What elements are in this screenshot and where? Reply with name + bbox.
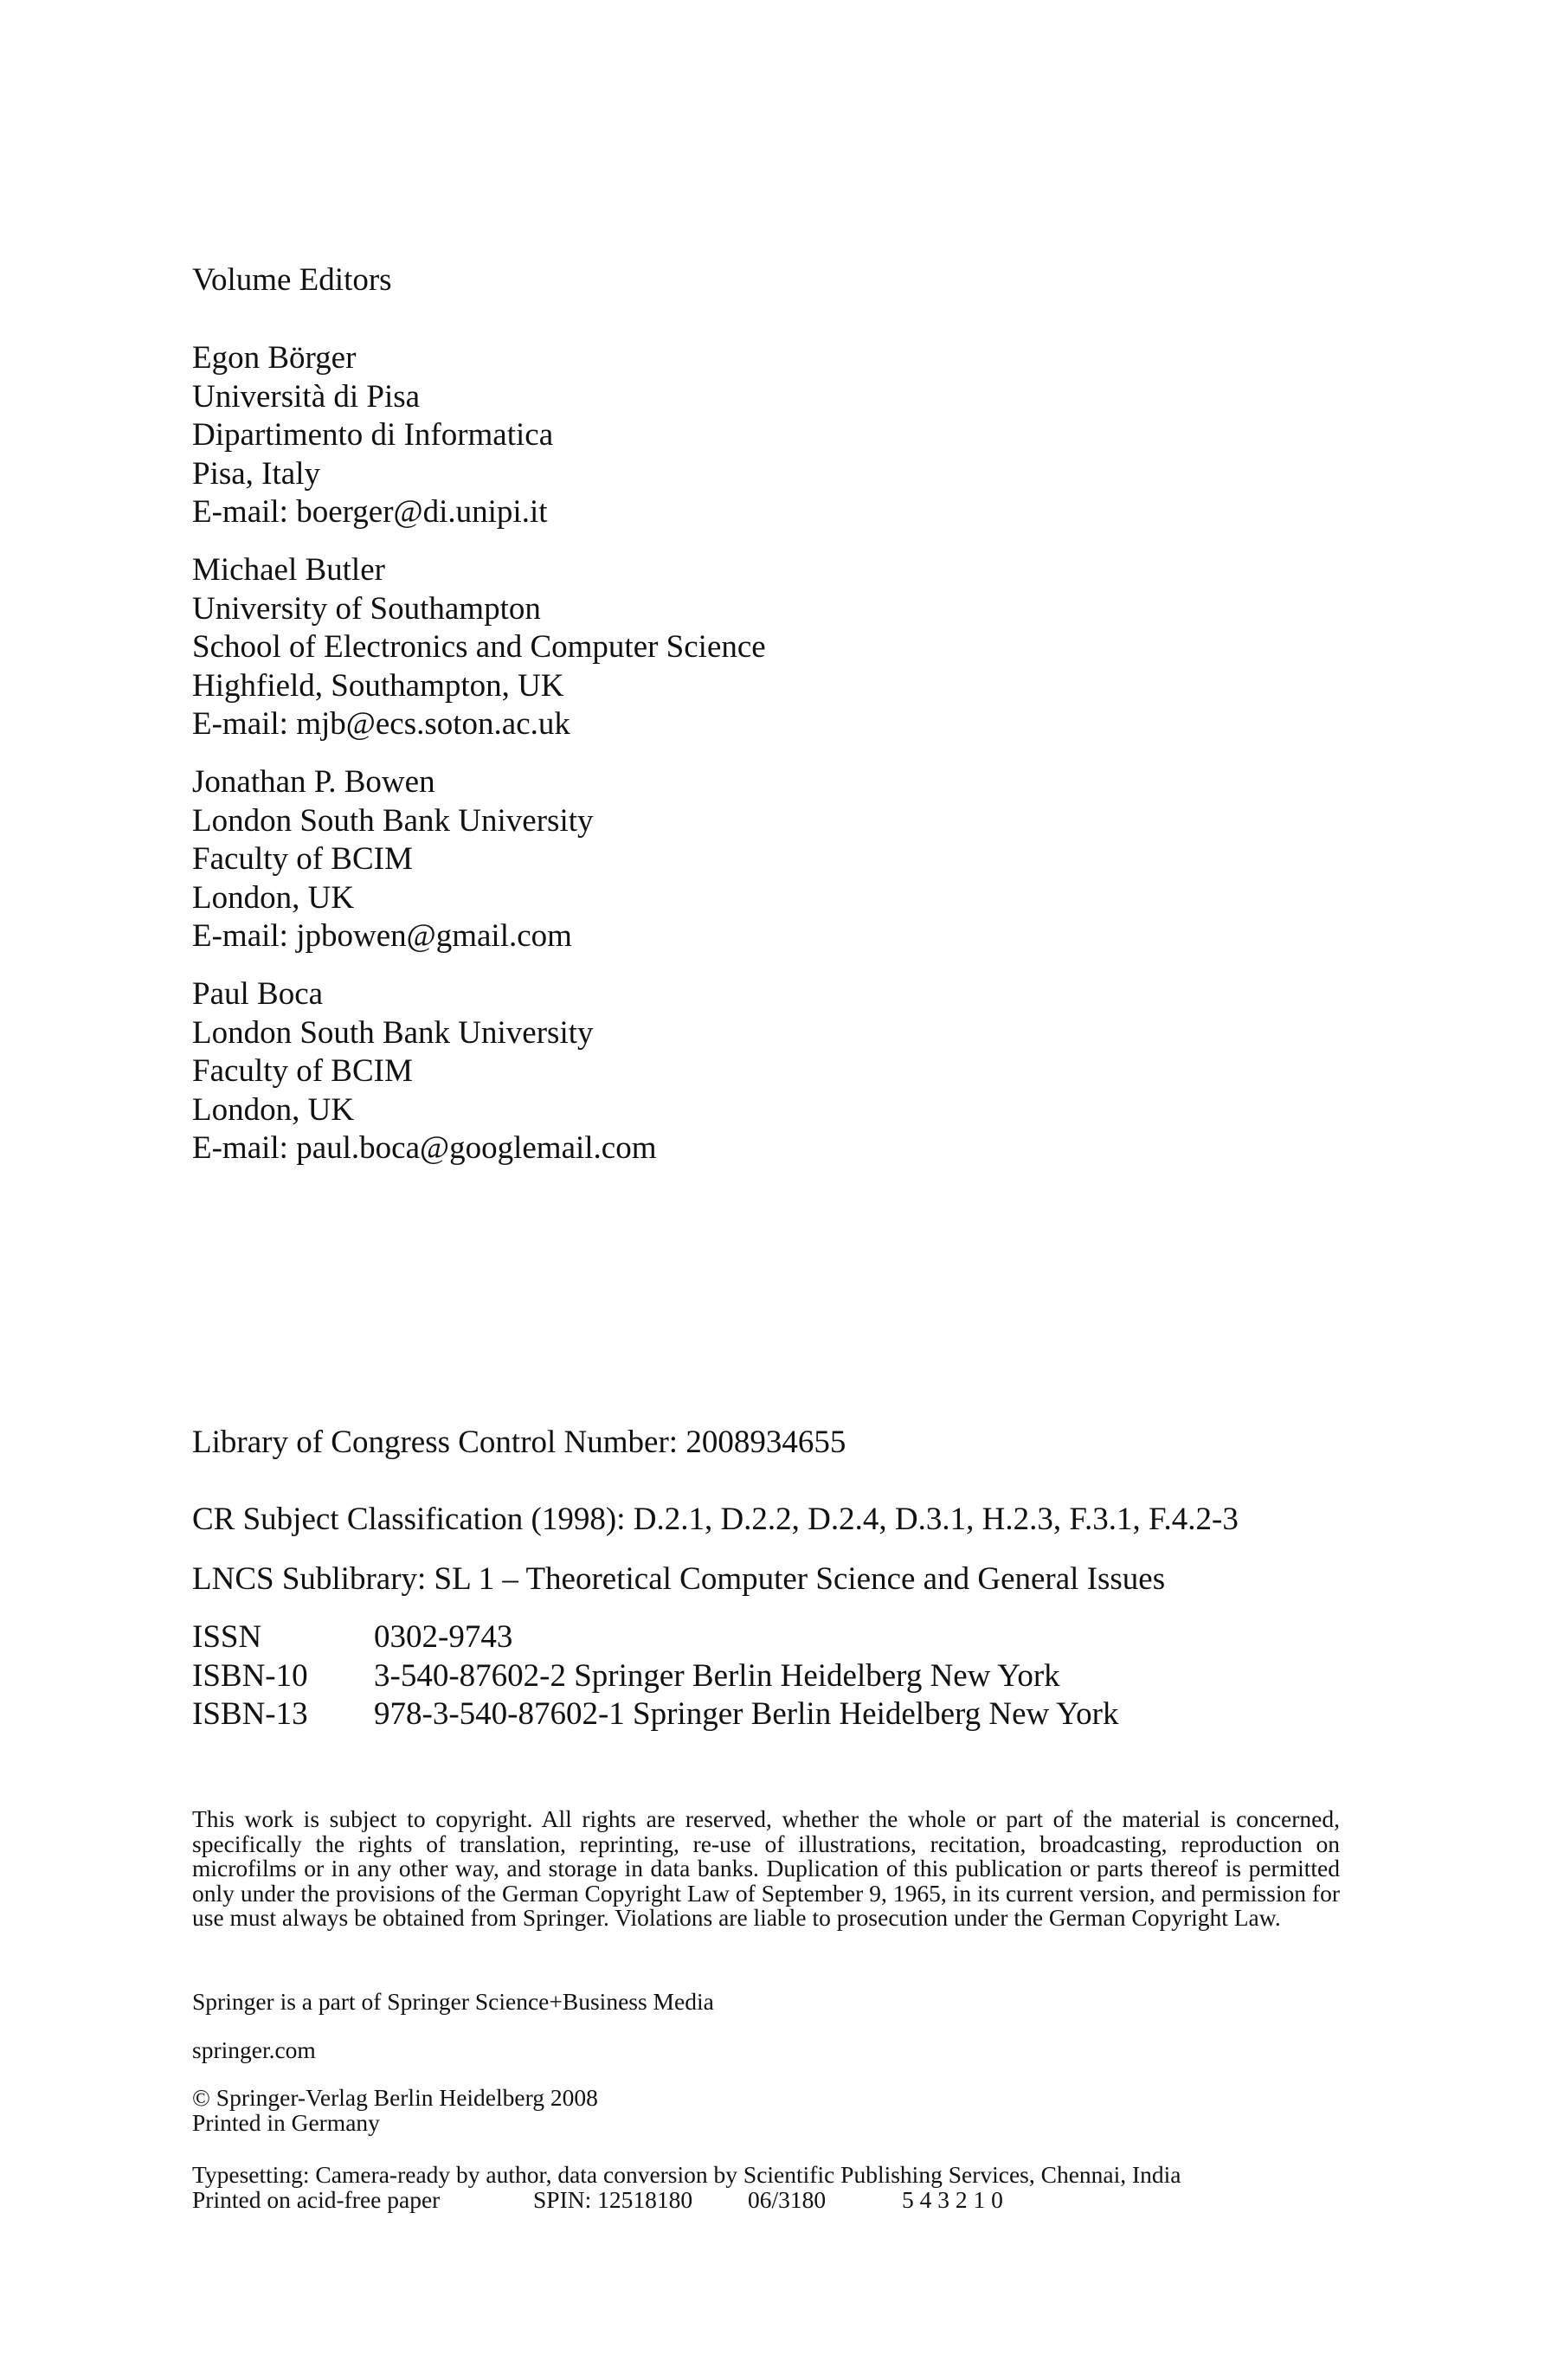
identifier-row [192,1657,1118,1696]
identifier-table [192,1618,1118,1734]
editor-department: School of Electronics and Computer Science [192,629,766,666]
copyright-notice: This work is subject to copyright. All rights are reserved, whether the whole or part of the material is concerned, specifically the rights of translation, reprinting, re-use of illustrations, recitation, broadcasting, reproduction on microfilms or in any other way, and storage in data banks. Duplication of this publication or parts thereof is permitted only under the provisions of the German Copyright Law of September 9, 1965, in its current version, and permission for use must always be obtained from Springer. Violations are liable to prosecution under the German Copyright Law. [192,1805,1340,1932]
editor-location: London, UK [192,1091,355,1128]
editor-affiliation: University of Southampton [192,590,541,627]
editor-email: E-mail: jpbowen@gmail.com [192,918,572,955]
printed-in: Printed in Germany [192,2109,380,2136]
editor-location: Pisa, Italy [192,455,320,492]
lncs-sublibrary: LNCS Sublibrary: SL 1 – Theoretical Computer Science and General Issues [192,1561,1166,1597]
volume-editors-heading: Volume Editors [192,262,392,298]
editor-affiliation: London South Bank University [192,1014,594,1051]
editor-email: E-mail: mjb@ecs.soton.ac.uk [192,706,570,743]
springer-part-of: Springer is a part of Springer Science+Business Media [192,1988,714,2015]
printing-details [192,2188,1003,2213]
editor-block [192,975,657,1168]
editor-block [192,551,766,744]
spin-number: SPIN: 12518180 [533,2186,693,2213]
identifier-value: 978-3-540-87602-1 Springer Berlin Heidelberg New York [374,1696,1119,1732]
identifier-key: ISBN-13 [192,1696,308,1732]
editor-department: Dipartimento di Informatica [192,417,554,453]
springer-url: springer.com [192,2036,316,2063]
identifier-value: 0302-9743 [374,1619,513,1655]
typesetting-line: Typesetting: Camera-ready by author, data conversion by Scientific Publishing Services, Chennai, India [192,2161,1181,2188]
library-of-congress-control-number: Library of Congress Control Number: 2008934655 [192,1425,846,1460]
editor-department: Faculty of BCIM [192,1053,413,1090]
editor-email: E-mail: boerger@di.unipi.it [192,494,548,531]
editor-name: Egon Börger [192,340,357,376]
print-code: 06/3180 [748,2186,827,2213]
editor-department: Faculty of BCIM [192,841,413,878]
editor-affiliation: London South Bank University [192,802,594,839]
editor-name: Jonathan P. Bowen [192,764,435,800]
editor-email: E-mail: paul.boca@googlemail.com [192,1130,657,1167]
identifier-row [192,1618,1118,1657]
editor-block [192,339,553,532]
editor-affiliation: Università di Pisa [192,378,421,415]
copyright-line: © Springer-Verlag Berlin Heidelberg 2008 [192,2084,598,2111]
identifier-key: ISBN-10 [192,1657,308,1694]
identifier-value: 3-540-87602-2 Springer Berlin Heidelberg New York [374,1657,1060,1694]
cr-subject-classification: CR Subject Classification (1998): D.2.1, D.2.2, D.2.4, D.3.1, H.2.3, F.3.1, F.4.2-3 [192,1502,1239,1537]
identifier-key: ISSN [192,1619,262,1655]
editor-location: London, UK [192,879,355,916]
editor-name: Paul Boca [192,976,324,1012]
print-run: 5 4 3 2 1 0 [902,2186,1003,2213]
identifier-row [192,1695,1118,1734]
printed-on-paper: Printed on acid-free paper [192,2186,441,2213]
editor-name: Michael Butler [192,552,385,588]
editor-location: Highfield, Southampton, UK [192,667,564,704]
editor-block [192,763,594,956]
